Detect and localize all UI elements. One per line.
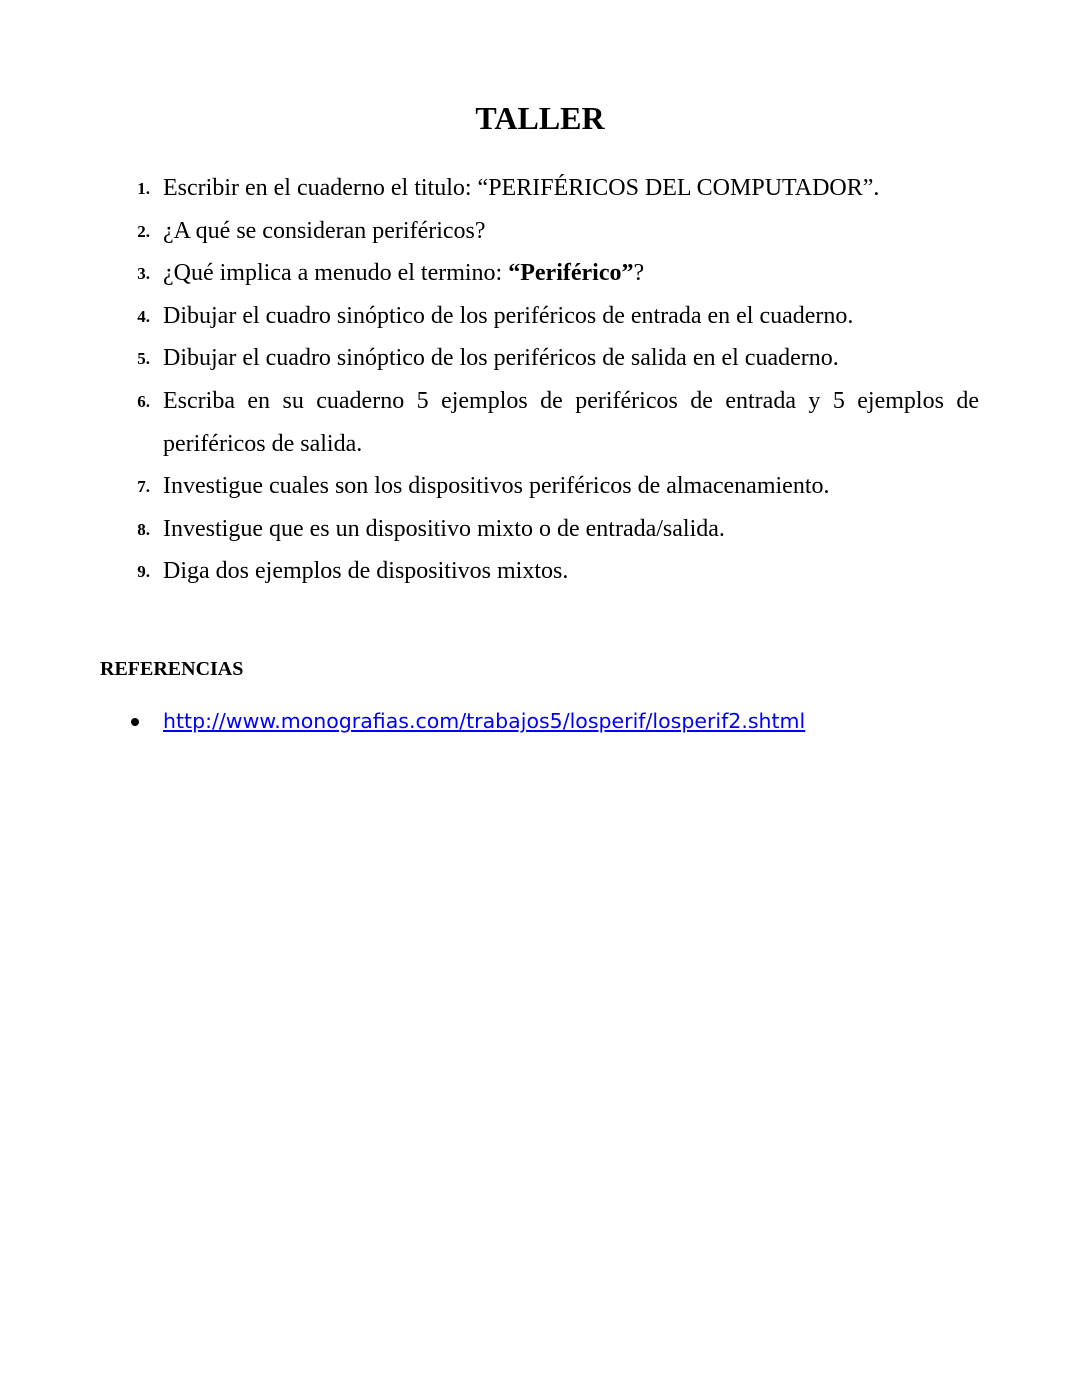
task-item-3	[0, 252, 1080, 295]
task-number: 1.	[137, 179, 150, 198]
task-text: Diga dos ejemplos de dispositivos mixtos.	[163, 558, 569, 585]
task-list	[0, 167, 1080, 593]
task-number: 6.	[137, 391, 150, 411]
task-item-5	[0, 337, 1080, 380]
task-item-7	[0, 465, 1080, 508]
task-text-after: ?	[633, 260, 645, 287]
task-text: Dibujar el cuadro sinóptico de los periféricos de entrada en el cuaderno.	[163, 302, 854, 329]
task-text-bold-term: “Periférico”	[508, 260, 634, 287]
task-text: Escriba en su cuaderno 5 ejemplos de periféricos de entrada y 5 ejemplos de periféricos de salida.	[163, 387, 979, 457]
task-text: Dibujar el cuadro sinóptico de los periféricos de salida en el cuaderno.	[163, 345, 839, 372]
references-list	[0, 703, 1080, 739]
task-text: Investigue que es un dispositivo mixto o de entrada/salida.	[163, 515, 725, 542]
bullet-icon	[131, 718, 139, 726]
task-item-2	[0, 210, 1080, 253]
task-number: 5.	[137, 349, 150, 369]
task-text: ¿A qué se consideran periféricos?	[163, 217, 486, 244]
reference-link[interactable]: http://www.monografias.com/trabajos5/losperif/losperif2.shtml	[163, 709, 806, 733]
page-title: TALLER	[475, 100, 605, 136]
reference-item	[0, 703, 1080, 739]
task-item-1	[0, 167, 1080, 210]
task-text-before: ¿Qué implica a menudo el termino:	[163, 260, 509, 287]
task-number: 3.	[137, 264, 150, 284]
task-number: 4.	[137, 306, 150, 326]
task-number: 2.	[137, 221, 150, 241]
task-number: 8.	[137, 519, 150, 539]
references-heading: REFERENCIAS	[100, 658, 244, 680]
task-item-8	[0, 508, 1080, 551]
task-text: Escribir en el cuaderno el titulo: “PERIFÉRICOS DEL COMPUTADOR”.	[163, 175, 880, 201]
task-number: 9.	[137, 562, 150, 582]
task-number: 7.	[137, 477, 150, 497]
task-text	[163, 252, 979, 295]
task-text: Investigue cuales son los dispositivos periféricos de almacenamiento.	[163, 473, 830, 500]
task-item-4	[0, 295, 1080, 338]
task-item-6	[0, 380, 1080, 465]
task-item-9	[0, 550, 1080, 593]
